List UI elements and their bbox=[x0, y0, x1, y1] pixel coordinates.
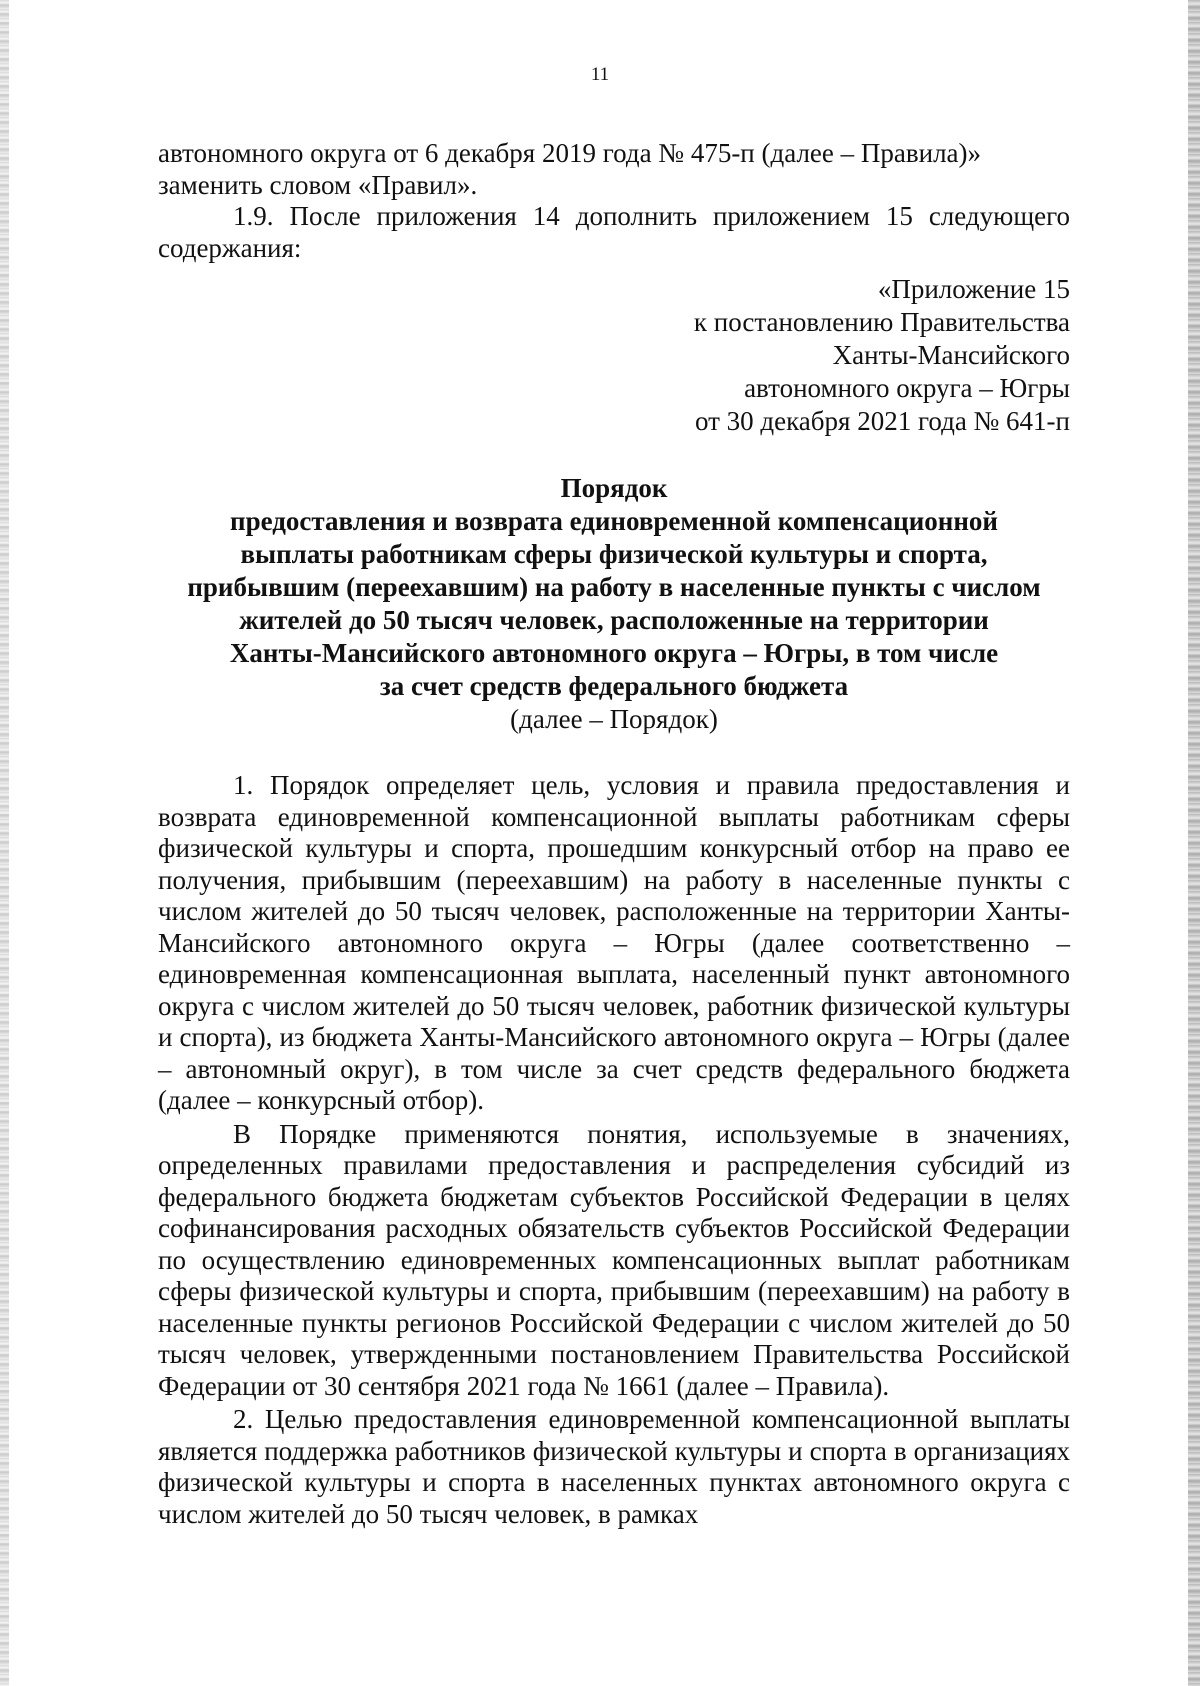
paragraph-1: 1. Порядок определяет цель, условия и правила предоставления и возврата единовременной компенсационной выплаты работникам сферы физической культуры и спорта, прошедшим конкурсный отбор на право ее получения, прибывшим (переехавшим) на работу в населенные пункты с числом жителей до 50 тысяч человек, расположенные на территории Ханты-Мансийского автономного округа – Югры (далее соответственно – единовременная компенсационная выплата, населенный пункт автономного округа с числом жителей до 50 тысяч человек, работник физической культуры и спорта), из бюджета Ханты-Мансийского автономного округа – Югры (далее – автономный округ), в том числе за счет средств федерального бюджета (далее – конкурсный отбор). bbox=[158, 770, 1070, 1115]
spacer bbox=[158, 736, 1070, 770]
item-1-9: 1.9. После приложения 14 дополнить приложением 15 следующего содержания: bbox=[158, 201, 1070, 263]
appendix-line-5: от 30 декабря 2021 года № 641-п bbox=[694, 406, 1070, 436]
title-line-4: жителей до 50 тысяч человек, расположенные на территории bbox=[239, 605, 989, 635]
title-line-6: за счет средств федерального бюджета bbox=[379, 671, 849, 701]
intro-line-2: заменить словом «Правил». bbox=[158, 169, 478, 200]
title-line-1: предоставления и возврата единовременной компенсационной bbox=[230, 506, 998, 536]
appendix-line-3: Ханты-Мансийского bbox=[832, 340, 1070, 370]
title-line-2: выплаты работникам сферы физической культуры и спорта, bbox=[240, 539, 988, 569]
paragraph-3: 2. Целью предоставления единовременной компенсационной выплаты является поддержка работников физической культуры и спорта в организациях физической культуры и спорта в населенных пунктах автономного округа с числом жителей до 50 тысяч человек, в рамках bbox=[158, 1404, 1070, 1529]
appendix-line-2: к постановлению Правительства bbox=[693, 307, 1070, 337]
scan-edge-left bbox=[0, 0, 9, 1686]
title-line-3: прибывшим (переехавшим) на работу в населенные пункты с числом bbox=[187, 572, 1041, 602]
document-title bbox=[158, 472, 1070, 736]
title-after: (далее – Порядок) bbox=[510, 704, 718, 734]
appendix-line-4: автономного округа – Югры bbox=[744, 373, 1070, 403]
document-body bbox=[158, 138, 1070, 1530]
title-main: Порядок bbox=[560, 473, 668, 503]
page-number: 11 bbox=[590, 64, 610, 85]
appendix-header bbox=[158, 273, 1070, 438]
appendix-line-1: «Приложение 15 bbox=[877, 274, 1070, 304]
intro-line-1: автономного округа от 6 декабря 2019 года № 475-п (далее – Правила)» bbox=[158, 138, 982, 168]
title-line-5: Ханты-Мансийского автономного округа – Югры, в том числе bbox=[229, 638, 999, 668]
paragraph-2: В Порядке применяются понятия, используемые в значениях, определенных правилами предоставления и распределения субсидий из федерального бюджета бюджетам субъектов Российской Федерации в целях софинансирования расходных обязательств субъектов Российской Федерации по осуществлению единовременных компенсационных выплат работникам сферы физической культуры и спорта, прибывшим (переехавшим) на работу в населенные пункты регионов Российской Федерации с числом жителей до 50 тысяч человек, утвержденными постановлением Правительства Российской Федерации от 30 сентября 2021 года № 1661 (далее – Правила). bbox=[158, 1118, 1070, 1401]
scan-edge-right bbox=[1188, 0, 1200, 1686]
